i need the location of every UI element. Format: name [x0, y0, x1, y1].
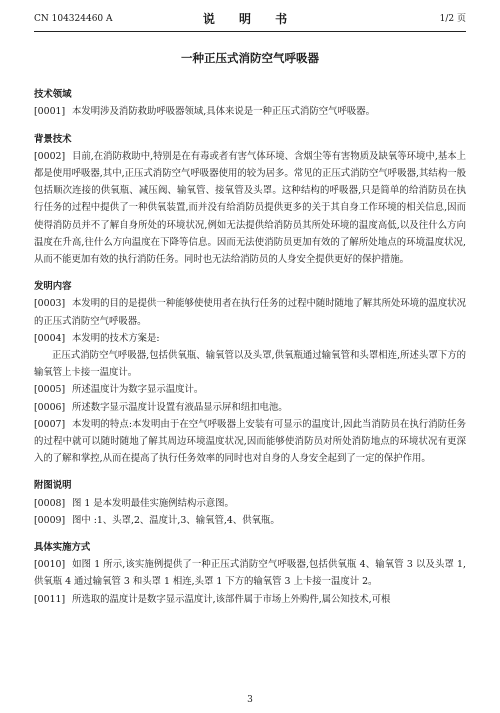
header-rule [34, 31, 466, 32]
document-title: 一种正压式消防空气呼吸器 [181, 51, 319, 65]
paragraph [34, 330, 466, 347]
page-number: 3 [247, 695, 253, 705]
paragraph-text: 正压式消防空气呼吸器,包括供氧瓶、输氧管以及头罩,供氧瓶通过输氧管和头罩相连,所述头罩下方的输氧管上卡接一温度计。 [34, 350, 466, 379]
paragraph-number: [0011] [34, 593, 66, 605]
paragraph [34, 556, 466, 590]
paragraph-text: 本发明涉及消防救助呼吸器领域,具体来说是一种正压式消防空气呼吸器。 [72, 106, 375, 118]
heading-background: 背景技术 [34, 133, 72, 145]
paragraph-text: 图中 :1、头罩,2、温度计,3、输氧管,4、供氧瓶。 [72, 514, 280, 526]
paragraph-text: 所述温度计为数字显示温度计。 [72, 384, 204, 396]
paragraph-number: [0004] [34, 332, 66, 344]
paragraph-number: [0009] [34, 514, 66, 526]
paragraph-text: 本发明的特点:本发明由于在空气呼吸器上安装有可显示的温度计,因此当消防员在执行消防任务的过程中就可以随时随地了解其周边环境温度状况,因而能够使消防员对所处消防地点的环境状况有更深入的了解和掌控,从而在提高了执行任务效率的同时也对自身的人身安全起到了一定的保护作用。 [34, 418, 466, 465]
paragraph-text: 如图 1 所示,该实施例提供了一种正压式消防空气呼吸器,包括供氧瓶 4、输氧管 3 以及头罩 1,供氧瓶 4 通过输氧管 3 和头罩 1 相连,头罩 1 下方的输氧管 3 上卡接一温度计 2。 [34, 559, 466, 588]
heading-technical-field: 技术领域 [34, 89, 72, 101]
paragraph-number: [0001] [34, 106, 66, 118]
paragraph-text: 图 1 是本发明最佳实施例结构示意图。 [72, 497, 234, 509]
paragraph-number: [0006] [34, 401, 66, 413]
page-header [34, 10, 466, 28]
document-body [34, 50, 466, 608]
paragraph [34, 512, 466, 529]
paragraph [34, 416, 466, 468]
paragraph [34, 591, 466, 608]
paragraph-number: [0010] [34, 559, 66, 571]
paragraph-text: 所选取的温度计是数字显示温度计,该部件属于市场上外购件,属公知技术,可根 [72, 593, 391, 605]
paragraph [34, 103, 466, 120]
paragraph-number: [0005] [34, 384, 66, 396]
paragraph [34, 148, 466, 268]
paragraph-text: 目前,在消防救助中,特别是在有毒或者有害气体环境、含烟尘等有害物质及缺氧等环境中,基本上都是使用呼吸器,其中,正压式消防空气呼吸器使用的较为居多。常见的正压式消防空气呼吸器,其结构一般包括顺次连接的供氧瓶、减压阀、输氧管、接氧管及头罩。这种结构的呼吸器,只是简单的给消防员在执行任务的过程中提供了一种供氧装置,而并没有给消防员提供更多的关于其自身工作环境的相关信息,因而使得消防员并不了解自身所处的环境状况,例如无法提供给消防员其所处环境的温度高低,以及往什么方向温度在升高,往什么方向温度在下降等信息。因而无法使消防员更加有效的了解所处地点的环境温度状况,从而不能更加有效的执行消防任务。同时也无法给消防员的人身安全提供更好的保护措施。 [34, 150, 466, 266]
paragraph [34, 495, 466, 512]
paragraph [34, 295, 466, 329]
paragraph [34, 347, 466, 381]
paragraph [34, 381, 466, 398]
page-indicator: 1/2 页 [439, 14, 466, 24]
paragraph-text: 本发明的技术方案是: [72, 332, 160, 344]
heading-summary: 发明内容 [34, 281, 72, 293]
heading-embodiment: 具体实施方式 [34, 542, 91, 554]
heading-drawings: 附图说明 [34, 480, 72, 492]
paragraph-text: 本发明的目的是提供一种能够使使用者在执行任务的过程中随时随地了解其所处环境的温度状况的正压式消防空气呼吸器。 [34, 298, 466, 327]
paragraph [34, 399, 466, 416]
paragraph-number: [0007] [34, 418, 66, 430]
section-title: 说 明 书 [202, 12, 298, 26]
paragraph-number: [0002] [34, 150, 66, 162]
document-number: CN 104324460 A [34, 14, 113, 24]
paragraph-number: [0008] [34, 497, 66, 509]
paragraph-number: [0003] [34, 298, 66, 310]
paragraph-text: 所述数字显示温度计设置有液晶显示屏和纽扣电池。 [72, 401, 288, 413]
